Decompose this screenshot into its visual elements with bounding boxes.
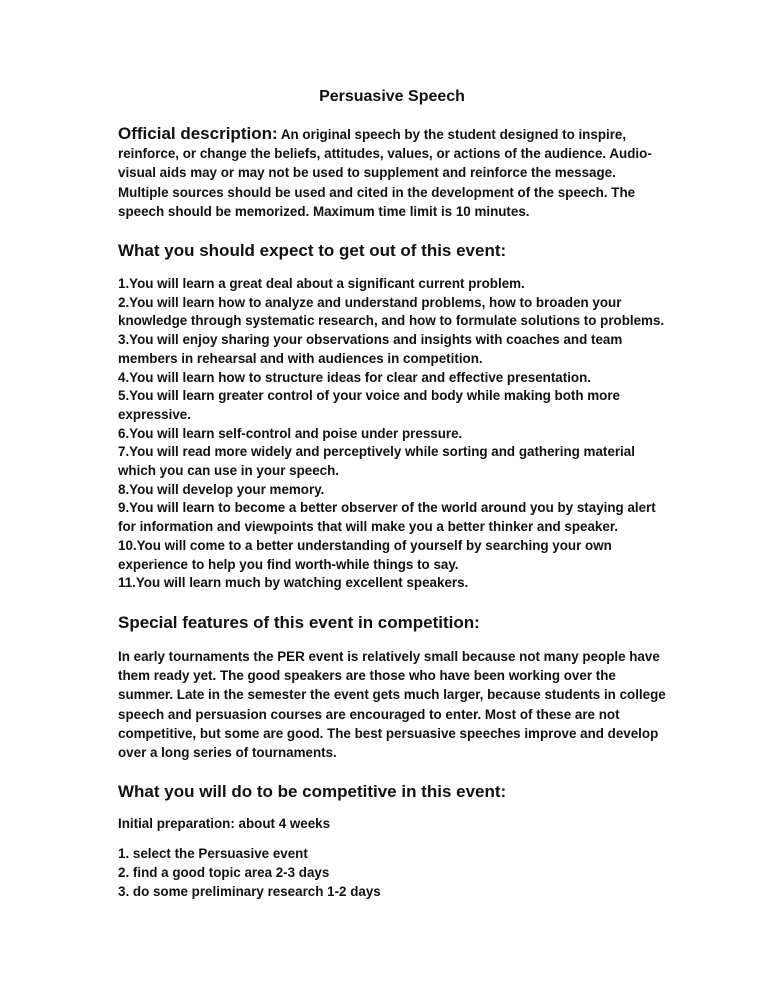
list-item: 3. do some preliminary research 1-2 days	[118, 883, 381, 899]
list-item: 4.You will learn how to structure ideas for clear and effective presentation.	[118, 369, 592, 385]
official-description-label: Official description:	[118, 124, 278, 143]
special-heading: Special features of this event in competition:	[118, 612, 480, 632]
preparation-subheading: Initial preparation: about 4 weeks	[118, 816, 331, 832]
list-item: 7.You will read more widely and perceptively while sorting and gathering material which you can use in your speech.	[118, 444, 635, 479]
document-page	[118, 88, 666, 901]
list-item: 5.You will learn greater control of your voice and body while making both more expressive.	[118, 388, 620, 422]
expect-heading: What you should expect to get out of this event:	[118, 241, 507, 261]
competitive-heading: What you will do to be competitive in this event:	[118, 782, 507, 802]
official-description-text: An original speech by the student designed to inspire, reinforce, or change the beliefs, attitudes, values, or actions of the audience. Audio-visual aids may or may not be used to supplement and reinforce the message. Multiple sources should be used and cited in the development of the speech. The speech should be memorized. Maximum time limit is 10 minutes.	[118, 127, 652, 219]
list-item: 3.You will enjoy sharing your observations and insights with coaches and team members in rehearsal and with audiences in competition.	[118, 332, 623, 366]
expect-list	[118, 275, 666, 593]
document-title: Persuasive Speech	[319, 88, 465, 105]
steps-list	[118, 845, 666, 901]
list-item: 1. select the Persuasive event	[118, 846, 308, 862]
list-item: 8.You will develop your memory.	[118, 481, 325, 497]
list-item: 6.You will learn self-control and poise under pressure.	[118, 425, 463, 441]
list-item: 2. find a good topic area 2-3 days	[118, 864, 330, 880]
list-item: 11.You will learn much by watching excellent speakers.	[118, 575, 469, 591]
official-description	[118, 124, 666, 221]
list-item: 10.You will come to a better understanding of yourself by searching your own experience to help you find worth-while things to say.	[118, 537, 612, 572]
list-item: 1.You will learn a great deal about a significant current problem.	[118, 276, 525, 292]
list-item: 9.You will learn to become a better observer of the world around you by staying alert for information and viewpoints that will make you a better thinker and speaker.	[118, 500, 656, 535]
list-item: 2.You will learn how to analyze and understand problems, how to broaden your knowledge through systematic research, and how to formulate solutions to problems.	[118, 294, 665, 329]
special-text: In early tournaments the PER event is relatively small because not many people have them ready yet. The good speakers are those who have been working over the summer. Late in the semester the event gets much larger, because students in college speech and persuasion courses are encouraged to enter. Most of these are not competitive, but some are good. The best persuasive speeches improve and develop over a long series of tournaments.	[118, 648, 666, 760]
